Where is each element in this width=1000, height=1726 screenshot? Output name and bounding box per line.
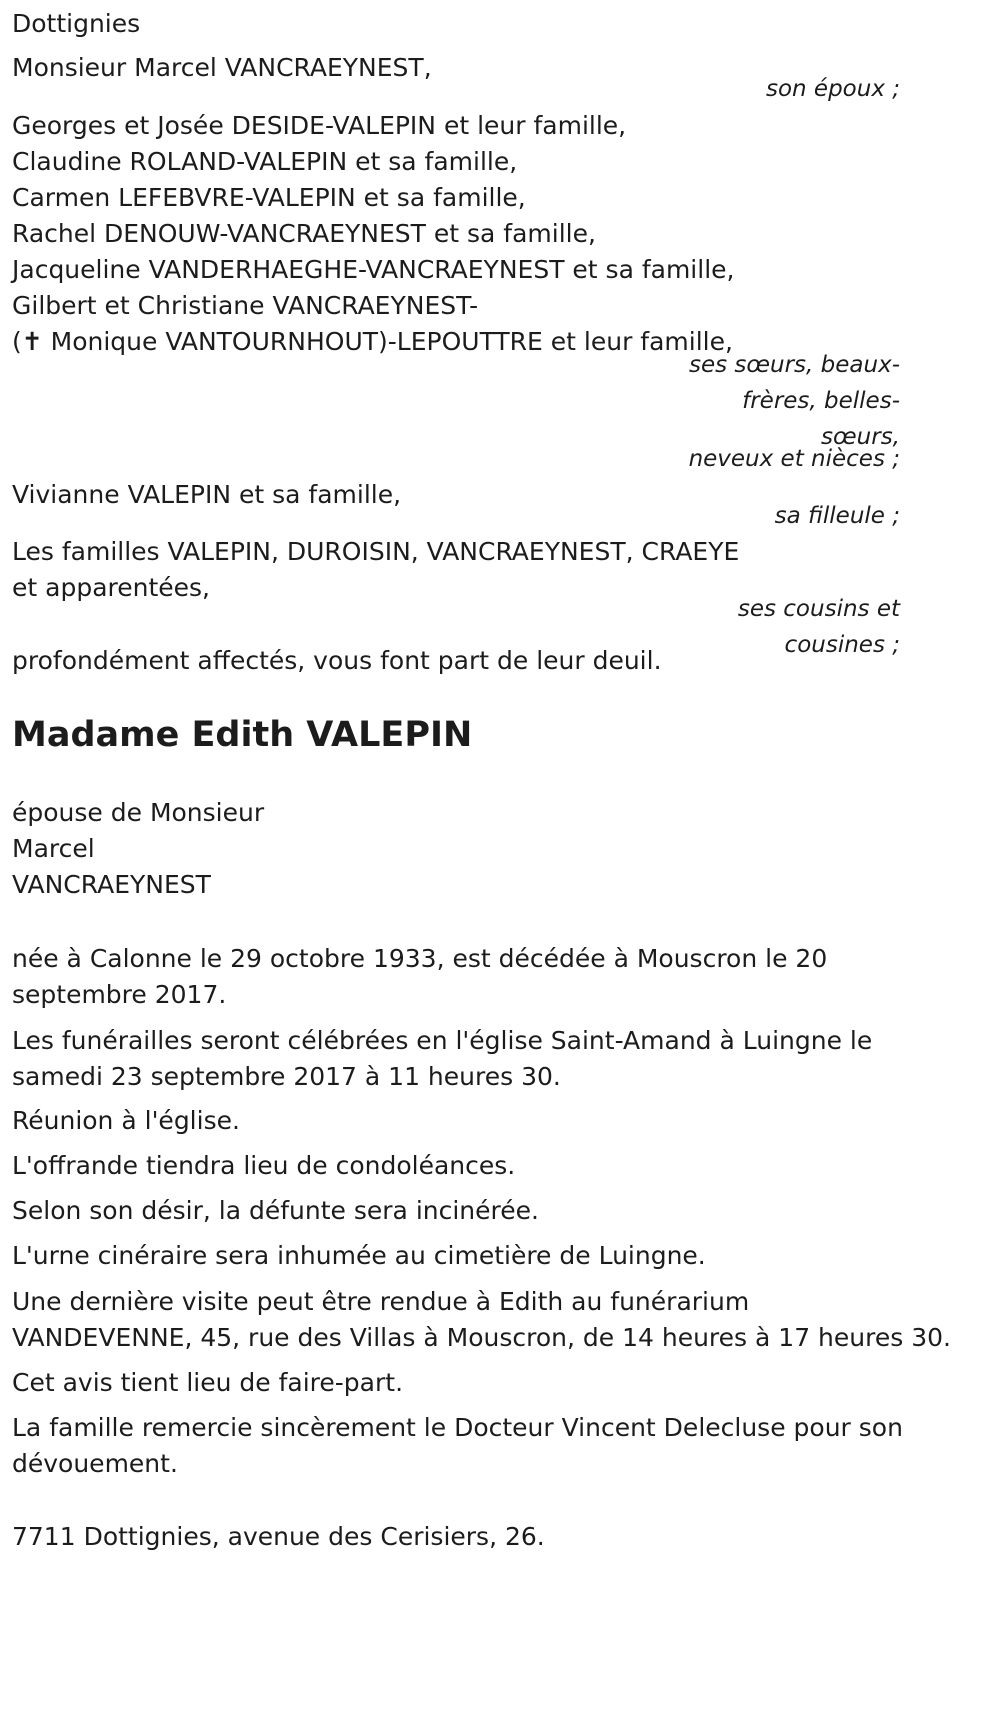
families-line: et apparentées,	[12, 573, 210, 602]
siblings-role: sœurs,	[821, 424, 900, 450]
sibling-line: Georges et Josée DESIDE-VALEPIN et leur famille,	[12, 111, 627, 140]
visit-line: Une dernière visite peut être rendue à Edith au funérarium	[12, 1287, 750, 1316]
spouse-of-line: épouse de Monsieur	[12, 798, 265, 827]
families-line: Les familles VALEPIN, DUROISIN, VANCRAEYNEST, CRAEYE	[12, 537, 740, 566]
announcement: profondément affectés, vous font part de leur deuil.	[12, 646, 662, 675]
address-line: 7711 Dottignies, avenue des Cerisiers, 26.	[12, 1522, 545, 1551]
thanks-line: dévouement.	[12, 1449, 178, 1478]
birth-death-line: septembre 2017.	[12, 980, 227, 1009]
goddaughter-role: sa filleule ;	[774, 503, 900, 529]
thanks-line: La famille remercie sincèrement le Docteur Vincent Delecluse pour son	[12, 1413, 903, 1442]
urn-line: L'urne cinéraire sera inhumée au cimetière de Luingne.	[12, 1241, 706, 1270]
sibling-line: Claudine ROLAND-VALEPIN et sa famille,	[12, 147, 518, 176]
sibling-line: Gilbert et Christiane VANCRAEYNEST-	[12, 291, 479, 320]
spouse-of-line: VANCRAEYNEST	[12, 870, 211, 899]
meeting-line: Réunion à l'église.	[12, 1106, 240, 1135]
siblings-role: ses sœurs, beaux-	[688, 352, 900, 378]
location-header: Dottignies	[12, 9, 141, 38]
sibling-line: (✝ Monique VANTOURNHOUT)-LEPOUTTRE et leur famille,	[12, 327, 733, 356]
siblings-role: frères, belles-	[742, 388, 900, 414]
funeral-line: Les funérailles seront célébrées en l'église Saint-Amand à Luingne le	[12, 1026, 873, 1055]
sibling-line: Rachel DENOUW-VANCRAEYNEST et sa famille,	[12, 219, 596, 248]
spouse-line: Monsieur Marcel VANCRAEYNEST,	[12, 53, 432, 82]
families-role: ses cousins et	[737, 596, 900, 622]
sibling-line: Jacqueline VANDERHAEGHE-VANCRAEYNEST et sa famille,	[12, 255, 735, 284]
cremation-line: Selon son désir, la défunte sera incinérée.	[12, 1196, 539, 1225]
spouse-role: son époux ;	[765, 76, 900, 102]
offering-line: L'offrande tiendra lieu de condoléances.	[12, 1151, 516, 1180]
families-role: cousines ;	[784, 632, 900, 658]
deceased-name: Madame Edith VALEPIN	[12, 715, 473, 755]
siblings-role: neveux et nièces ;	[688, 446, 900, 472]
spouse-of-line: Marcel	[12, 834, 95, 863]
goddaughter-line: Vivianne VALEPIN et sa famille,	[12, 480, 402, 509]
funeral-line: samedi 23 septembre 2017 à 11 heures 30.	[12, 1062, 561, 1091]
faire-part-line: Cet avis tient lieu de faire-part.	[12, 1368, 404, 1397]
birth-death-line: née à Calonne le 29 octobre 1933, est décédée à Mouscron le 20	[12, 944, 828, 973]
visit-line: VANDEVENNE, 45, rue des Villas à Mouscron, de 14 heures à 17 heures 30.	[12, 1323, 951, 1352]
sibling-line: Carmen LEFEBVRE-VALEPIN et sa famille,	[12, 183, 526, 212]
